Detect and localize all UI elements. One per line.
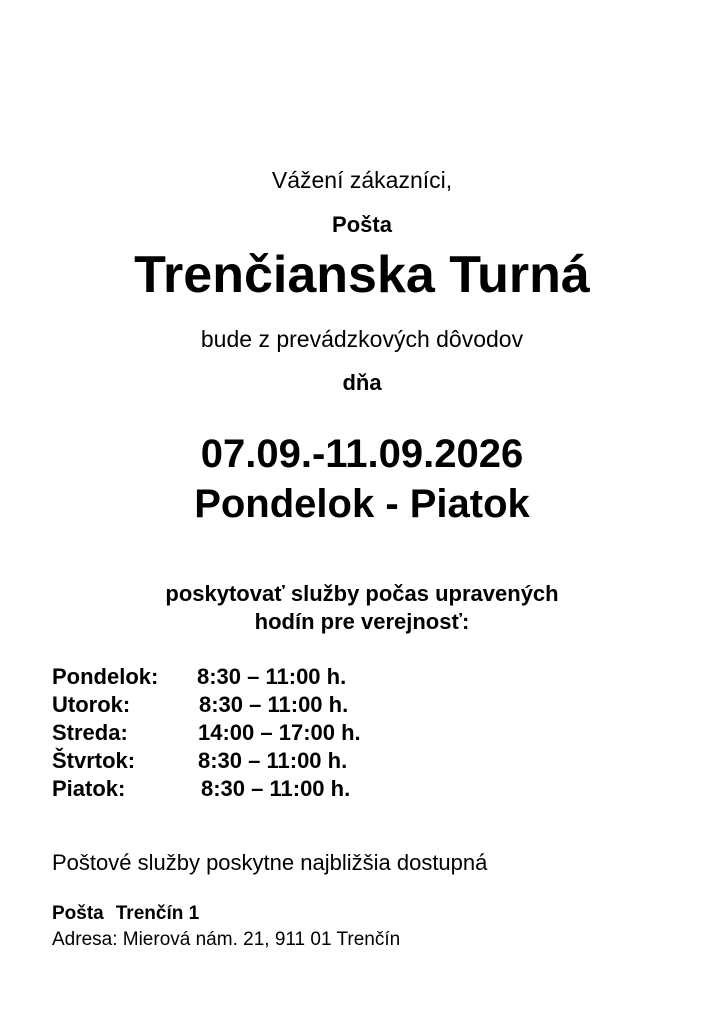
hours-time: 8:30 – 11:00 h. xyxy=(201,776,351,801)
hours-time: 14:00 – 17:00 h. xyxy=(198,720,361,745)
days-range: Pondelok - Piatok xyxy=(194,482,530,526)
hours-day: Utorok: xyxy=(52,692,131,717)
alternative-office xyxy=(52,902,199,926)
hours-day: Piatok: xyxy=(52,776,126,801)
date-range: 07.09.-11.09.2026 xyxy=(200,432,524,476)
office-name: Trenčianska Turná xyxy=(134,246,590,304)
services-text-line-2: hodín pre verejnosť: xyxy=(254,609,470,634)
dna-label: dňa xyxy=(342,370,382,395)
hours-time: 8:30 – 11:00 h. xyxy=(198,748,348,773)
alternative-office-name: Trenčín 1 xyxy=(115,903,200,924)
hours-time: 8:30 – 11:00 h. xyxy=(197,664,347,689)
hours-day: Pondelok: xyxy=(52,664,159,689)
hours-day: Štvrtok: xyxy=(52,748,136,773)
nearest-office-text: Poštové služby poskytne najbližšia dostupná xyxy=(52,850,488,875)
alternative-office-address: Adresa: Mierová nám. 21, 911 01 Trenčín xyxy=(52,929,401,950)
closure-reason: bude z prevádzkových dôvodov xyxy=(200,326,524,352)
hours-time: 8:30 – 11:00 h. xyxy=(199,692,349,717)
alternative-posta-label: Pošta xyxy=(52,903,104,924)
posta-label: Pošta xyxy=(332,212,392,237)
hours-day: Streda: xyxy=(52,720,128,745)
greeting: Vážení zákazníci, xyxy=(271,167,453,193)
services-text-line-1: poskytovať služby počas upravených xyxy=(165,581,559,606)
